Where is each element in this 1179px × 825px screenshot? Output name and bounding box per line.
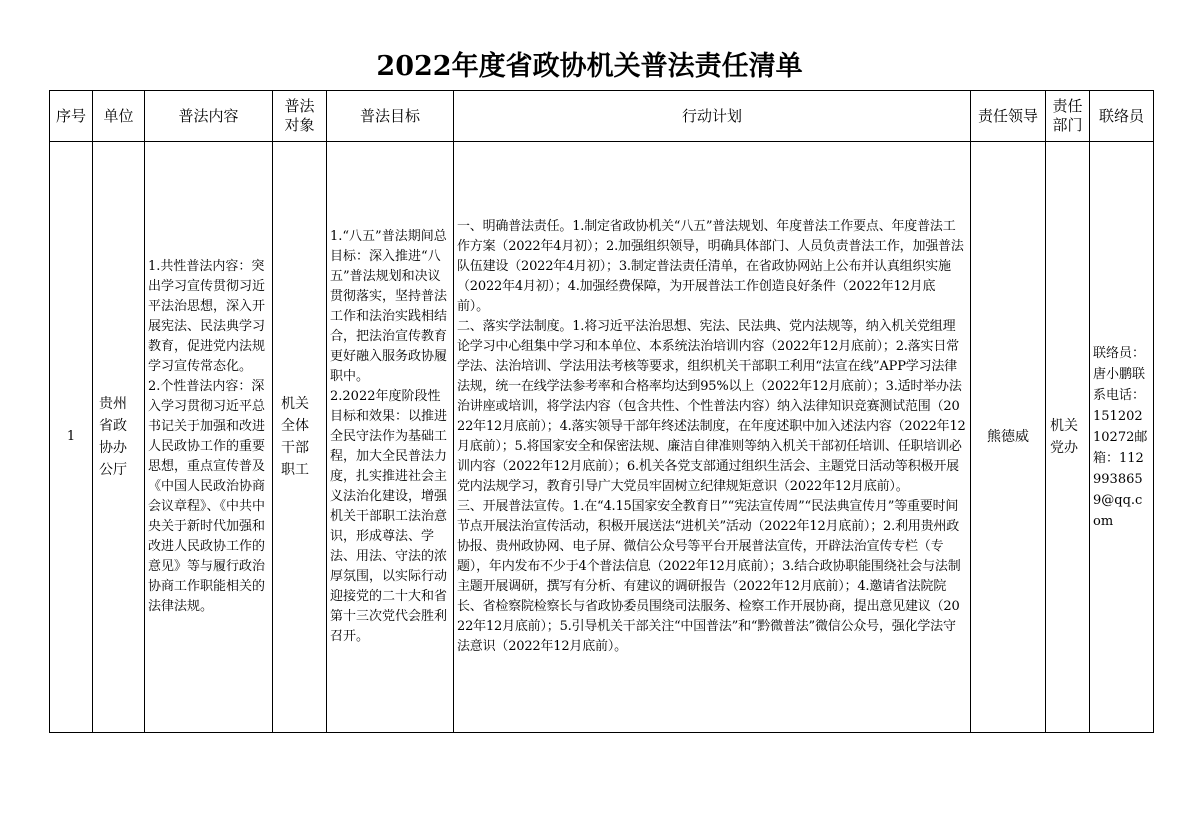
header-target bbox=[273, 91, 327, 142]
cell-goal bbox=[327, 142, 454, 733]
header-row bbox=[50, 91, 1154, 142]
header-goal: 普法目标 bbox=[327, 91, 454, 142]
header-target-line1: 普法 bbox=[284, 97, 315, 115]
responsibility-table bbox=[49, 90, 1154, 733]
goal-item: 2.2022年度阶段性目标和效果：以推进全民守法作为基础工程，加大全民普法力度，扎实推进社会主义法治化建设，增强机关干部职工法治意识，形成尊法、学法、用法、守法的浓厚氛围，以实际行动迎接党的二十大和省第十三次党代会胜利召开。 bbox=[330, 389, 448, 644]
header-index: 序号 bbox=[50, 91, 93, 142]
header-dept bbox=[1046, 91, 1090, 142]
plan-section: 二、落实学法制度。1.将习近平法治思想、宪法、民法典、党内法规等，纳入机关党组理论学习中心组集中学习和本单位、本系统法治培训内容（2022年12月底前）；2.落实日常学法、法治培训、学法用法考核等要求，组织机关干部职工利用“法宣在线”APP学习法律法规，统一在线学法参考率和合格率均达到95%以上（2022年12月底前）；3.适时举办法治讲座或培训，将学法内容（包含共性、个性普法内容）纳入法律知识竞赛测试范围（2022年12月底前）；4.落实领导干部年终述法制度，在年度述职中加入述法内容（2022年12月底前）；5.将国家安全和保密法规、廉洁自律准则等纳入机关干部初任培训、任职培训必训内容（2022年12月底前）；6.机关各党支部通过组织生活会、主题党日活动等积极开展党内法规学习，教育引导广大党员牢固树立纪律规矩意识（2022年12月底前）。 bbox=[457, 319, 966, 494]
header-contact: 联络员 bbox=[1090, 91, 1154, 142]
header-plan: 行动计划 bbox=[454, 91, 971, 142]
plan-section: 一、明确普法责任。1.制定省政协机关“八五”普法规划、年度普法工作要点、年度普法工作方案（2022年4月初）；2.加强组织领导，明确具体部门、人员负责普法工作，加强普法队伍建设（2022年4月初）；3.制定普法责任清单，在省政协网站上公布并认真组织实施（2022年4月初）；4.加强经费保障，为开展普法工作创造良好条件（2022年12月底前）。 bbox=[457, 219, 964, 314]
header-content: 普法内容 bbox=[145, 91, 273, 142]
cell-plan bbox=[454, 142, 971, 733]
header-leader: 责任领导 bbox=[971, 91, 1046, 142]
cell-target: 机关全体干部职工 bbox=[273, 142, 327, 733]
cell-content bbox=[145, 142, 273, 733]
goal-item: 1.“八五”普法期间总目标：深入推进“八五”普法规划和决议贯彻落实，坚持普法工作和法治实践相结合，把法治宣传教育更好融入服务政协履职中。 bbox=[330, 229, 448, 384]
cell-contact: 联络员：唐小鹏联系电话：15120210272邮箱：1129938659@qq.com bbox=[1090, 142, 1154, 733]
table-row bbox=[50, 142, 1154, 733]
document-title: 2022年度省政协机关普法责任清单 bbox=[376, 51, 803, 82]
header-target-line2: 对象 bbox=[284, 116, 315, 134]
plan-section: 三、开展普法宣传。1.在“4.15国家安全教育日”“宪法宣传周”“民法典宣传月”等重要时间节点开展法治宣传活动，积极开展送法“进机关”活动（2022年12月底前）；2.利用贵州政协报、贵州政协网、电子屏、微信公众号等平台开展普法宣传，开辟法治宣传专栏（专题），年内发布不少于4个普法信息（2022年12月底前）；3.结合政协职能围绕社会与法制主题开展调研，撰写有分析、有建议的调研报告（2022年12月底前）；4.邀请省法院院长、省检察院检察长与省政协委员围绕司法服务、检察工作开展协商，提出意见建议（2022年12月底前）；5.引导机关干部关注“中国普法”和“黔微普法”微信公众号，强化学法守法意识（2022年12月底前）。 bbox=[457, 499, 961, 654]
content-item: 2.个性普法内容：深入学习贯彻习近平总书记关于加强和改进人民政协工作的重要思想，重点宣传普及《中国人民政治协商会议章程》、《中共中央关于新时代加强和改进人民政协工作的意见》等与履行政治协商工作职能相关的法律法规。 bbox=[148, 379, 266, 614]
header-unit: 单位 bbox=[93, 91, 145, 142]
cell-leader: 熊德威 bbox=[971, 142, 1046, 733]
header-dept-line2: 部门 bbox=[1052, 116, 1083, 134]
content-item: 1.共性普法内容：突出学习宣传贯彻习近平法治思想，深入开展宪法、民法典学习教育，促进党内法规学习宣传常态化。 bbox=[148, 259, 266, 374]
header-dept-line1: 责任 bbox=[1052, 97, 1083, 115]
cell-index: 1 bbox=[50, 142, 93, 733]
cell-unit: 贵州省政协办公厅 bbox=[93, 142, 145, 733]
cell-dept: 机关党办 bbox=[1046, 142, 1090, 733]
